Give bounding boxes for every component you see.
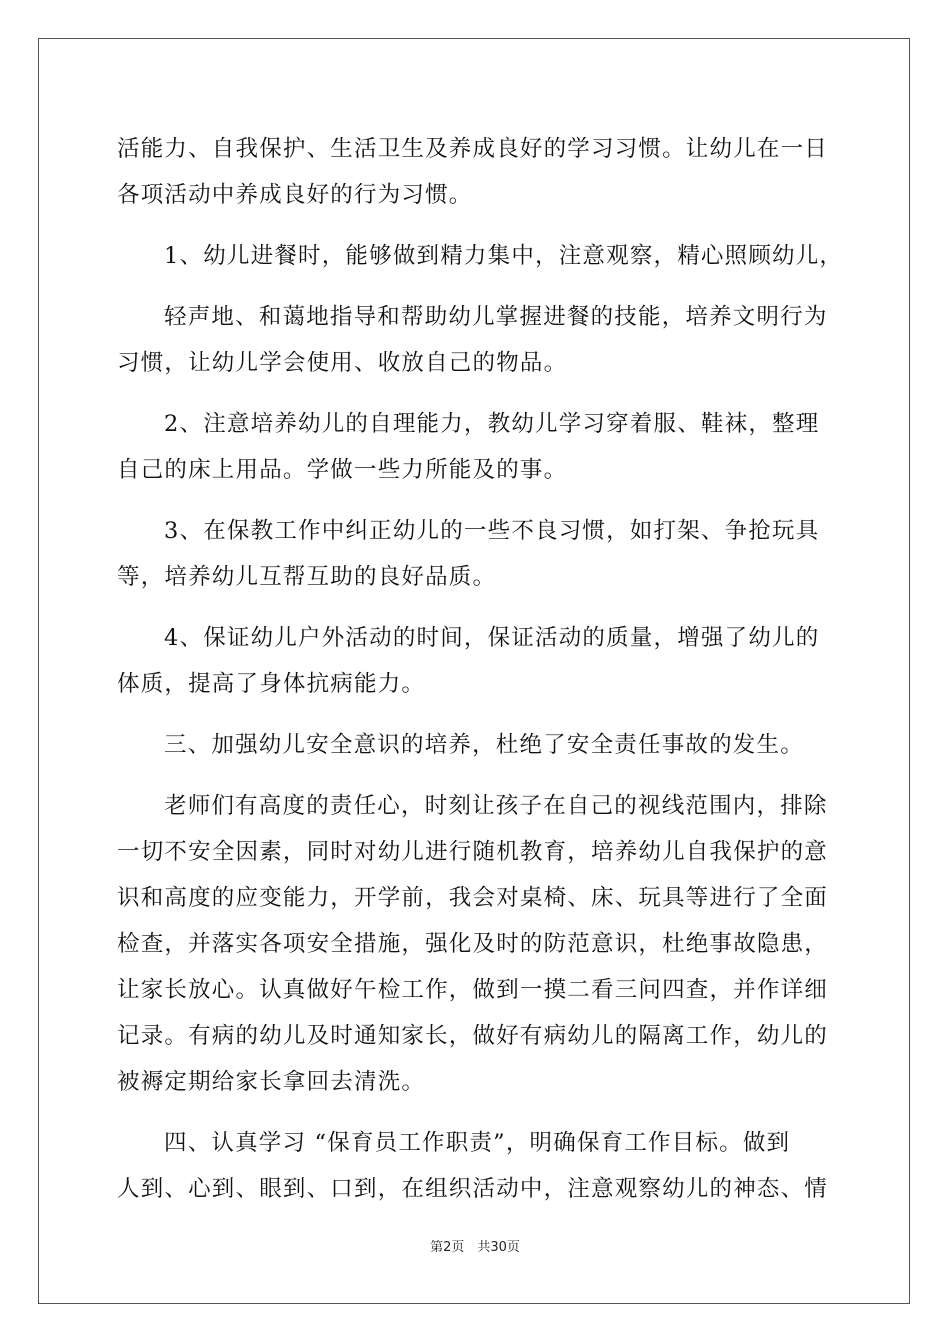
paragraph: [117, 783, 835, 1105]
paragraph: [117, 233, 844, 279]
text-line: 记录。有病的幼儿及时通知家长，做好有病幼儿的隔离工作，幼儿的: [117, 1023, 829, 1049]
text-line: 活能力、自我保护、生活卫生及养成良好的学习习惯。让幼儿在一日: [117, 136, 829, 162]
text-line: 3、在保教工作中纠正幼儿的一些不良习惯，如打架、争抢玩具: [164, 518, 820, 544]
paragraph: [117, 401, 835, 493]
paragraph: [117, 1120, 835, 1212]
paragraph: [117, 508, 835, 600]
text-line: 各项活动中养成良好的行为习惯。: [117, 182, 473, 208]
paragraph: [117, 294, 835, 386]
text-line: 体质，提高了身体抗病能力。: [117, 671, 426, 697]
text-line: 老师们有高度的责任心，时刻让孩子在自己的视线范围内，排除: [164, 793, 828, 819]
paragraph: [117, 722, 835, 768]
paragraph: [117, 126, 835, 218]
text-line: 被褥定期给家长拿回去清洗。: [117, 1069, 426, 1095]
text-line: 习惯，让幼儿学会使用、收放自己的物品。: [117, 350, 568, 376]
text-line: 4、保证幼儿户外活动的时间，保证活动的质量，增强了幼儿的: [164, 625, 820, 651]
text-line: 轻声地、和蔼地指导和帮助幼儿掌握进餐的技能，培养文明行为: [164, 304, 828, 330]
paragraph: [117, 615, 835, 707]
text-line: 人到、心到、眼到、口到，在组织活动中，注意观察幼儿的神态、情: [117, 1176, 829, 1202]
text-line: 三、加强幼儿安全意识的培养，杜绝了安全责任事故的发生。: [164, 732, 804, 758]
text-line: 一切不安全因素，同时对幼儿进行随机教育，培养幼儿自我保护的意: [117, 839, 829, 865]
document-body: [117, 126, 844, 1212]
text-line: 等，培养幼儿互帮互助的良好品质。: [117, 564, 497, 590]
text-line: 自己的床上用品。学做一些力所能及的事。: [117, 457, 568, 483]
page-number-footer: 第2页 共30页: [430, 1240, 520, 1255]
text-line: 2、注意培养幼儿的自理能力，教幼儿学习穿着服、鞋袜，整理: [164, 411, 820, 437]
text-line: 四、认真学习 “保育员工作职责”，明确保育工作目标。做到: [164, 1130, 791, 1156]
text-line: 让家长放心。认真做好午检工作，做到一摸二看三问四查，并作详细: [117, 977, 829, 1003]
text-line: 检查，并落实各项安全措施，强化及时的防范意识，杜绝事故隐患，: [117, 931, 829, 957]
text-line: 识和高度的应变能力，开学前，我会对桌椅、床、玩具等进行了全面: [117, 885, 829, 911]
text-line: 1、幼儿进餐时，能够做到精力集中，注意观察，精心照顾幼儿，: [164, 243, 844, 269]
